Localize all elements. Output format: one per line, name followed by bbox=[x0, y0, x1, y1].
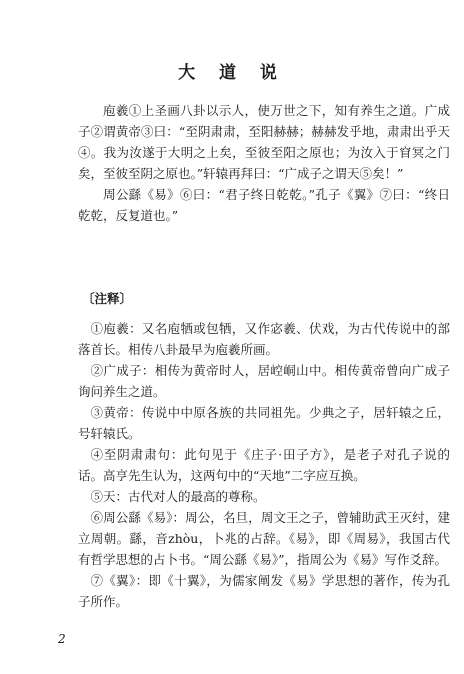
page-number: 2 bbox=[58, 632, 66, 646]
notes-heading: 〔注释〕 bbox=[82, 291, 133, 306]
note-item: ③黄帝：传说中中原各族的共同祖先。少典之子，居轩辕之丘，号轩辕氏。 bbox=[78, 405, 450, 441]
note-item: ①庖羲：又名庖牺或包牺，又作宓羲、伏戏，为古代传说中的部落首长。相传八卦最早为庖羲所画。 bbox=[78, 321, 450, 357]
note-item: ⑥周公繇《易》：周公，名旦，周文王之子，曾辅助武王灭纣，建立周朝。繇，音zhòu，卜兆的占辞。《易》，即《周易》，我国古代有哲学思想的占卜书。“周公繇《易》”，指周公为《易》写作爻辞。 bbox=[78, 510, 450, 567]
note-item: ⑤天：古代对人的最高的尊称。 bbox=[90, 489, 266, 504]
note-item: ②广成子：相传为黄帝时人，居崆峒山中。相传黄帝曾向广成子询问养生之道。 bbox=[78, 363, 450, 399]
main-paragraph: 周公繇《易》⑥曰：“君子终日乾乾。”孔子《翼》⑦曰：“终日乾乾，反复道也。” bbox=[78, 187, 450, 223]
note-item: ④至阴肃肃句：此句见于《庄子·田子方》，是老子对孔子说的话。高亨先生认为，这两句中的“天地”二字应互换。 bbox=[78, 447, 450, 483]
main-text bbox=[78, 100, 450, 226]
main-paragraph: 庖羲①上圣画八卦以示人，使万世之下，知有养生之道。广成子②谓黄帝③曰：“至阴肃肃，至阳赫赫；赫赫发乎地，肃肃出乎天④。我为汝遂于大明之上矣，至彼至阳之原也；为汝入于窅冥之门矣，至彼至阴之原也。”轩辕再拜曰：“广成子之谓天⑤矣！” bbox=[78, 103, 450, 181]
note-item: ⑦《翼》：即《十翼》，为儒家阐发《易》学思想的著作，传为孔子所作。 bbox=[78, 573, 450, 609]
page-title: 大 道 说 bbox=[178, 63, 286, 83]
notes-list bbox=[78, 318, 450, 612]
